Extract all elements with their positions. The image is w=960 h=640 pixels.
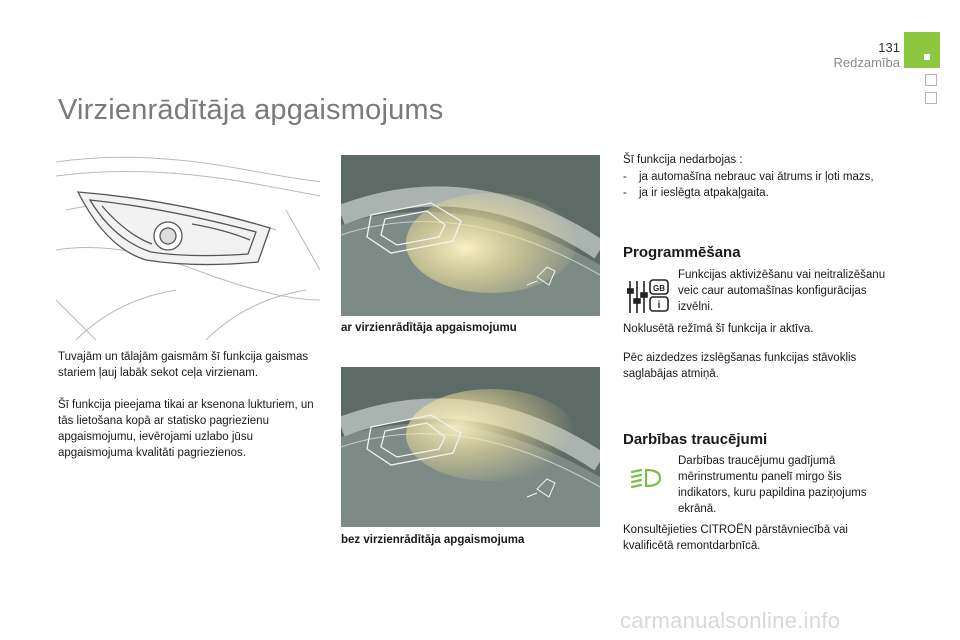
- programming-text: Funkcijas aktivizēšanu vai neitralizēšanu veic caur automašīnas konfigurācijas izvēlni.: [678, 269, 886, 313]
- page-title: Virzienrādītāja apgaismojums: [58, 94, 444, 126]
- chapter-tab: [904, 32, 940, 68]
- malfunction-text: Darbības traucējumu gadījumā mērinstrumentu panelī mirgo šis indikators, kuru papildina paziņojums ekrānā.: [678, 455, 867, 515]
- memory-note: Pēc aizdedzes izslēgšanas funkcijas stāvoklis saglabājas atmiņā.: [623, 352, 857, 380]
- tab-marker: [925, 92, 937, 104]
- limitation-item: - ja automašīna nebrauc vai ātrums ir ļoti mazs,: [623, 171, 874, 183]
- availability-paragraph: Šī funkcija pieejama tikai ar ksenona lukturiem, un tās lietošana kopā ar statisko pagriezienu apgaismojumu, ievērojami uzlabo jūsu apgaismojuma kvalitāti pagriezienos.: [58, 399, 314, 459]
- programming-heading: Programmēšana: [623, 244, 741, 261]
- headlamp-warning-icon: [630, 466, 664, 490]
- limitations-intro: Šī funkcija nedarbojas :: [623, 154, 743, 166]
- info-label: i: [657, 300, 661, 311]
- section-title: Redzamība: [833, 55, 900, 70]
- without-directional-lighting-illustration: [341, 367, 600, 527]
- limitation-item: - ja ir ieslēgta atpakaļgaita.: [623, 187, 769, 199]
- service-advice: Konsultējieties CITROËN pārstāvniecībā vai kvalificētā remontdarbnīcā.: [623, 524, 848, 552]
- intro-paragraph: Tuvajām un tālajām gaismām šī funkcija gaismas stariem ļauj labāk sekot ceļa virzienam.: [58, 351, 309, 379]
- caption-with-lighting: ar virzienrādītāja apgaismojumu: [341, 322, 517, 334]
- tab-marker: [925, 74, 937, 86]
- default-state-note: Noklusētā režīmā šī funkcija ir aktīva.: [623, 323, 814, 335]
- page-number: 131: [878, 40, 900, 55]
- watermark: carmanualsonline.info: [620, 608, 841, 633]
- malfunction-heading: Darbības traucējumi: [623, 431, 768, 448]
- caption-without-lighting: bez virzienrādītāja apgaismojuma: [341, 534, 525, 546]
- with-directional-lighting-illustration: [341, 155, 600, 316]
- language-label: GB: [653, 284, 665, 293]
- configuration-menu-icon: [627, 279, 671, 315]
- headlight-illustration: [56, 150, 320, 340]
